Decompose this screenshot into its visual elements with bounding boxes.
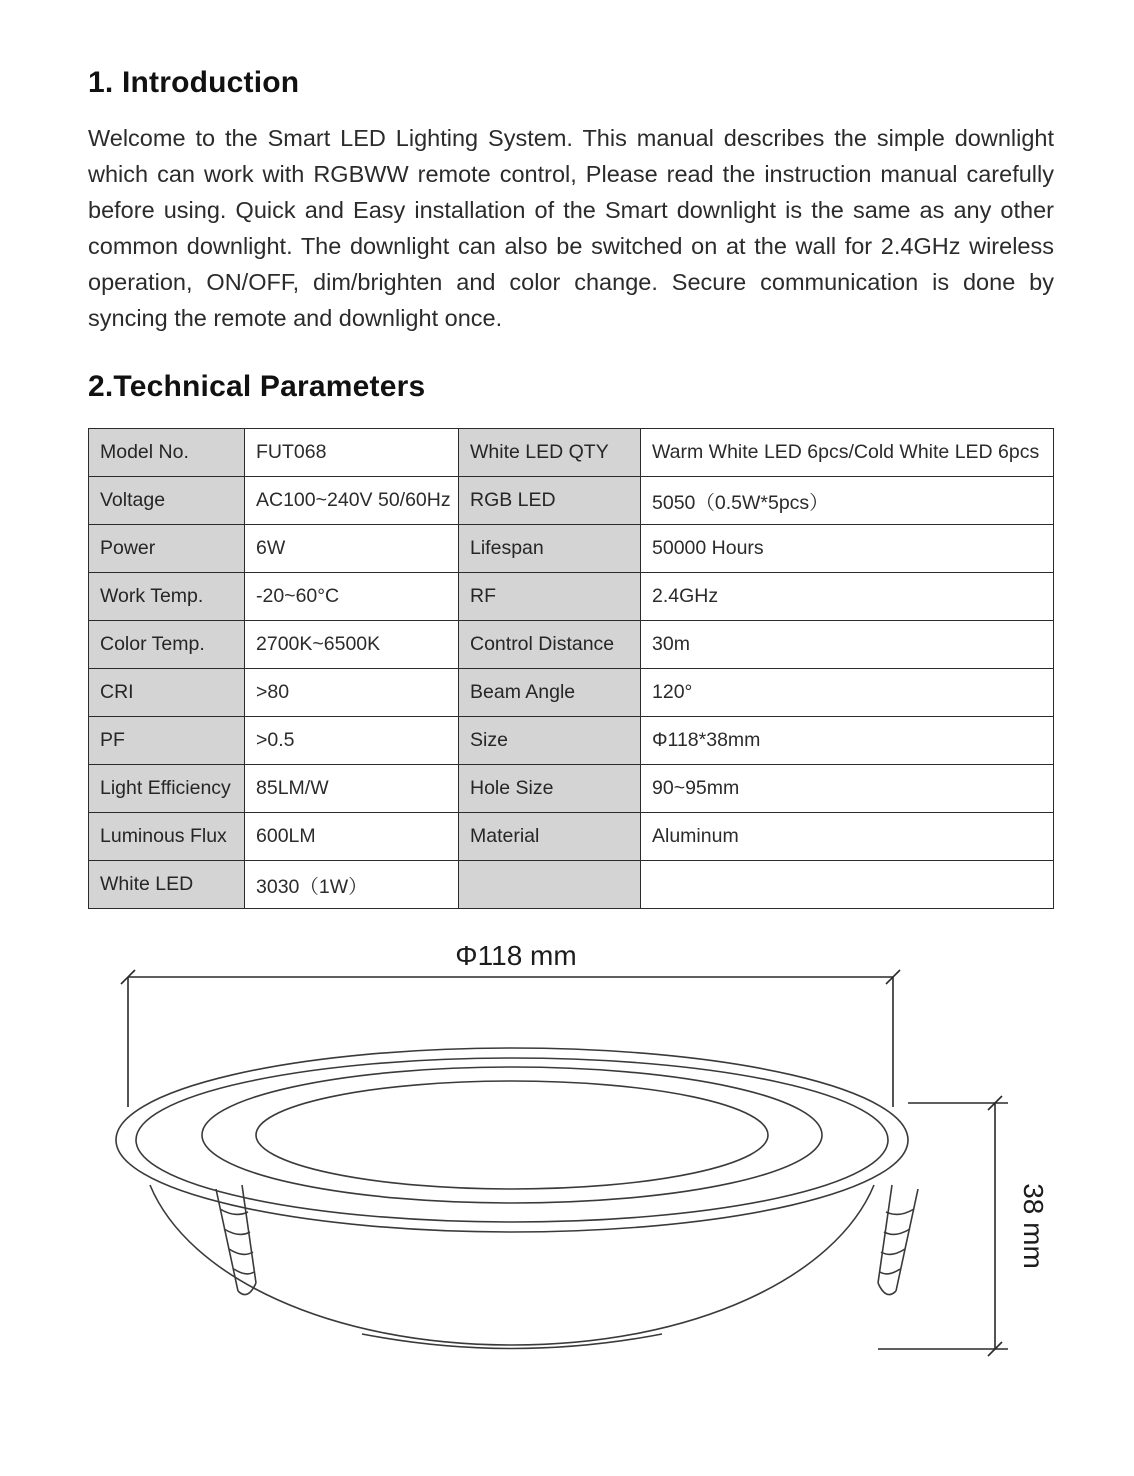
width-dimension <box>121 970 900 1107</box>
right-spring-clip <box>878 1185 918 1295</box>
param-label: Lifespan <box>459 525 641 573</box>
param-label: White LED QTY <box>459 429 641 477</box>
param-label: CRI <box>89 669 245 717</box>
param-label: Voltage <box>89 477 245 525</box>
param-value: FUT068 <box>245 429 459 477</box>
param-label: PF <box>89 717 245 765</box>
downlight-diagram-svg <box>0 935 1134 1476</box>
table-row <box>89 717 1054 765</box>
param-value: 5050（0.5W*5pcs） <box>641 477 1054 525</box>
tech-parameters-heading: 2.Technical Parameters <box>88 370 426 403</box>
table-row <box>89 477 1054 525</box>
param-label: RF <box>459 573 641 621</box>
param-label: RGB LED <box>459 477 641 525</box>
param-value <box>641 861 1054 909</box>
param-value: Φ118*38mm <box>641 717 1054 765</box>
param-value: 50000 Hours <box>641 525 1054 573</box>
table-row <box>89 669 1054 717</box>
param-value: 2700K~6500K <box>245 621 459 669</box>
param-label: White LED <box>89 861 245 909</box>
table-row <box>89 861 1054 909</box>
height-dimension-label: 38 mm <box>1018 1183 1049 1269</box>
param-value: 90~95mm <box>641 765 1054 813</box>
param-value: 120° <box>641 669 1054 717</box>
left-spring-clip <box>216 1185 256 1295</box>
table-row <box>89 525 1054 573</box>
tech-parameters-table <box>88 428 1054 909</box>
param-label <box>459 861 641 909</box>
param-label: Size <box>459 717 641 765</box>
param-value: Warm White LED 6pcs/Cold White LED 6pcs <box>641 429 1054 477</box>
downlight-drawing <box>116 1048 908 1349</box>
param-label: Luminous Flux <box>89 813 245 861</box>
height-dimension <box>878 1096 1008 1356</box>
param-label: Hole Size <box>459 765 641 813</box>
param-label: Color Temp. <box>89 621 245 669</box>
table-row <box>89 621 1054 669</box>
param-value: Aluminum <box>641 813 1054 861</box>
dimension-diagram <box>0 935 1134 1476</box>
width-dimension-label: Φ118 mm <box>455 940 577 971</box>
param-value: >80 <box>245 669 459 717</box>
param-value: 85LM/W <box>245 765 459 813</box>
param-label: Work Temp. <box>89 573 245 621</box>
param-value: 6W <box>245 525 459 573</box>
param-value: 30m <box>641 621 1054 669</box>
table-row <box>89 429 1054 477</box>
param-value: AC100~240V 50/60Hz <box>245 477 459 525</box>
param-label: Material <box>459 813 641 861</box>
param-label: Control Distance <box>459 621 641 669</box>
param-value: 2.4GHz <box>641 573 1054 621</box>
table-row <box>89 813 1054 861</box>
param-label: Power <box>89 525 245 573</box>
intro-heading: 1. Introduction <box>88 66 300 99</box>
param-label: Model No. <box>89 429 245 477</box>
param-label: Light Efficiency <box>89 765 245 813</box>
table-row <box>89 765 1054 813</box>
param-value: 3030（1W） <box>245 861 459 909</box>
param-value: >0.5 <box>245 717 459 765</box>
param-label: Beam Angle <box>459 669 641 717</box>
param-value: 600LM <box>245 813 459 861</box>
table-row <box>89 573 1054 621</box>
intro-paragraph: Welcome to the Smart LED Lighting System. This manual describes the simple downlight which can work with RGBWW remote control, Please read the instruction manual carefully before using. Quick and Easy installation of the Smart downlight is the same as any other common downlight. The downlight can also be switched on at the wall for 2.4GHz wireless operation, ON/OFF, dim/brighten and color change. Secure communication is done by syncing the remote and downlight once. <box>88 125 1054 331</box>
param-value: -20~60°C <box>245 573 459 621</box>
